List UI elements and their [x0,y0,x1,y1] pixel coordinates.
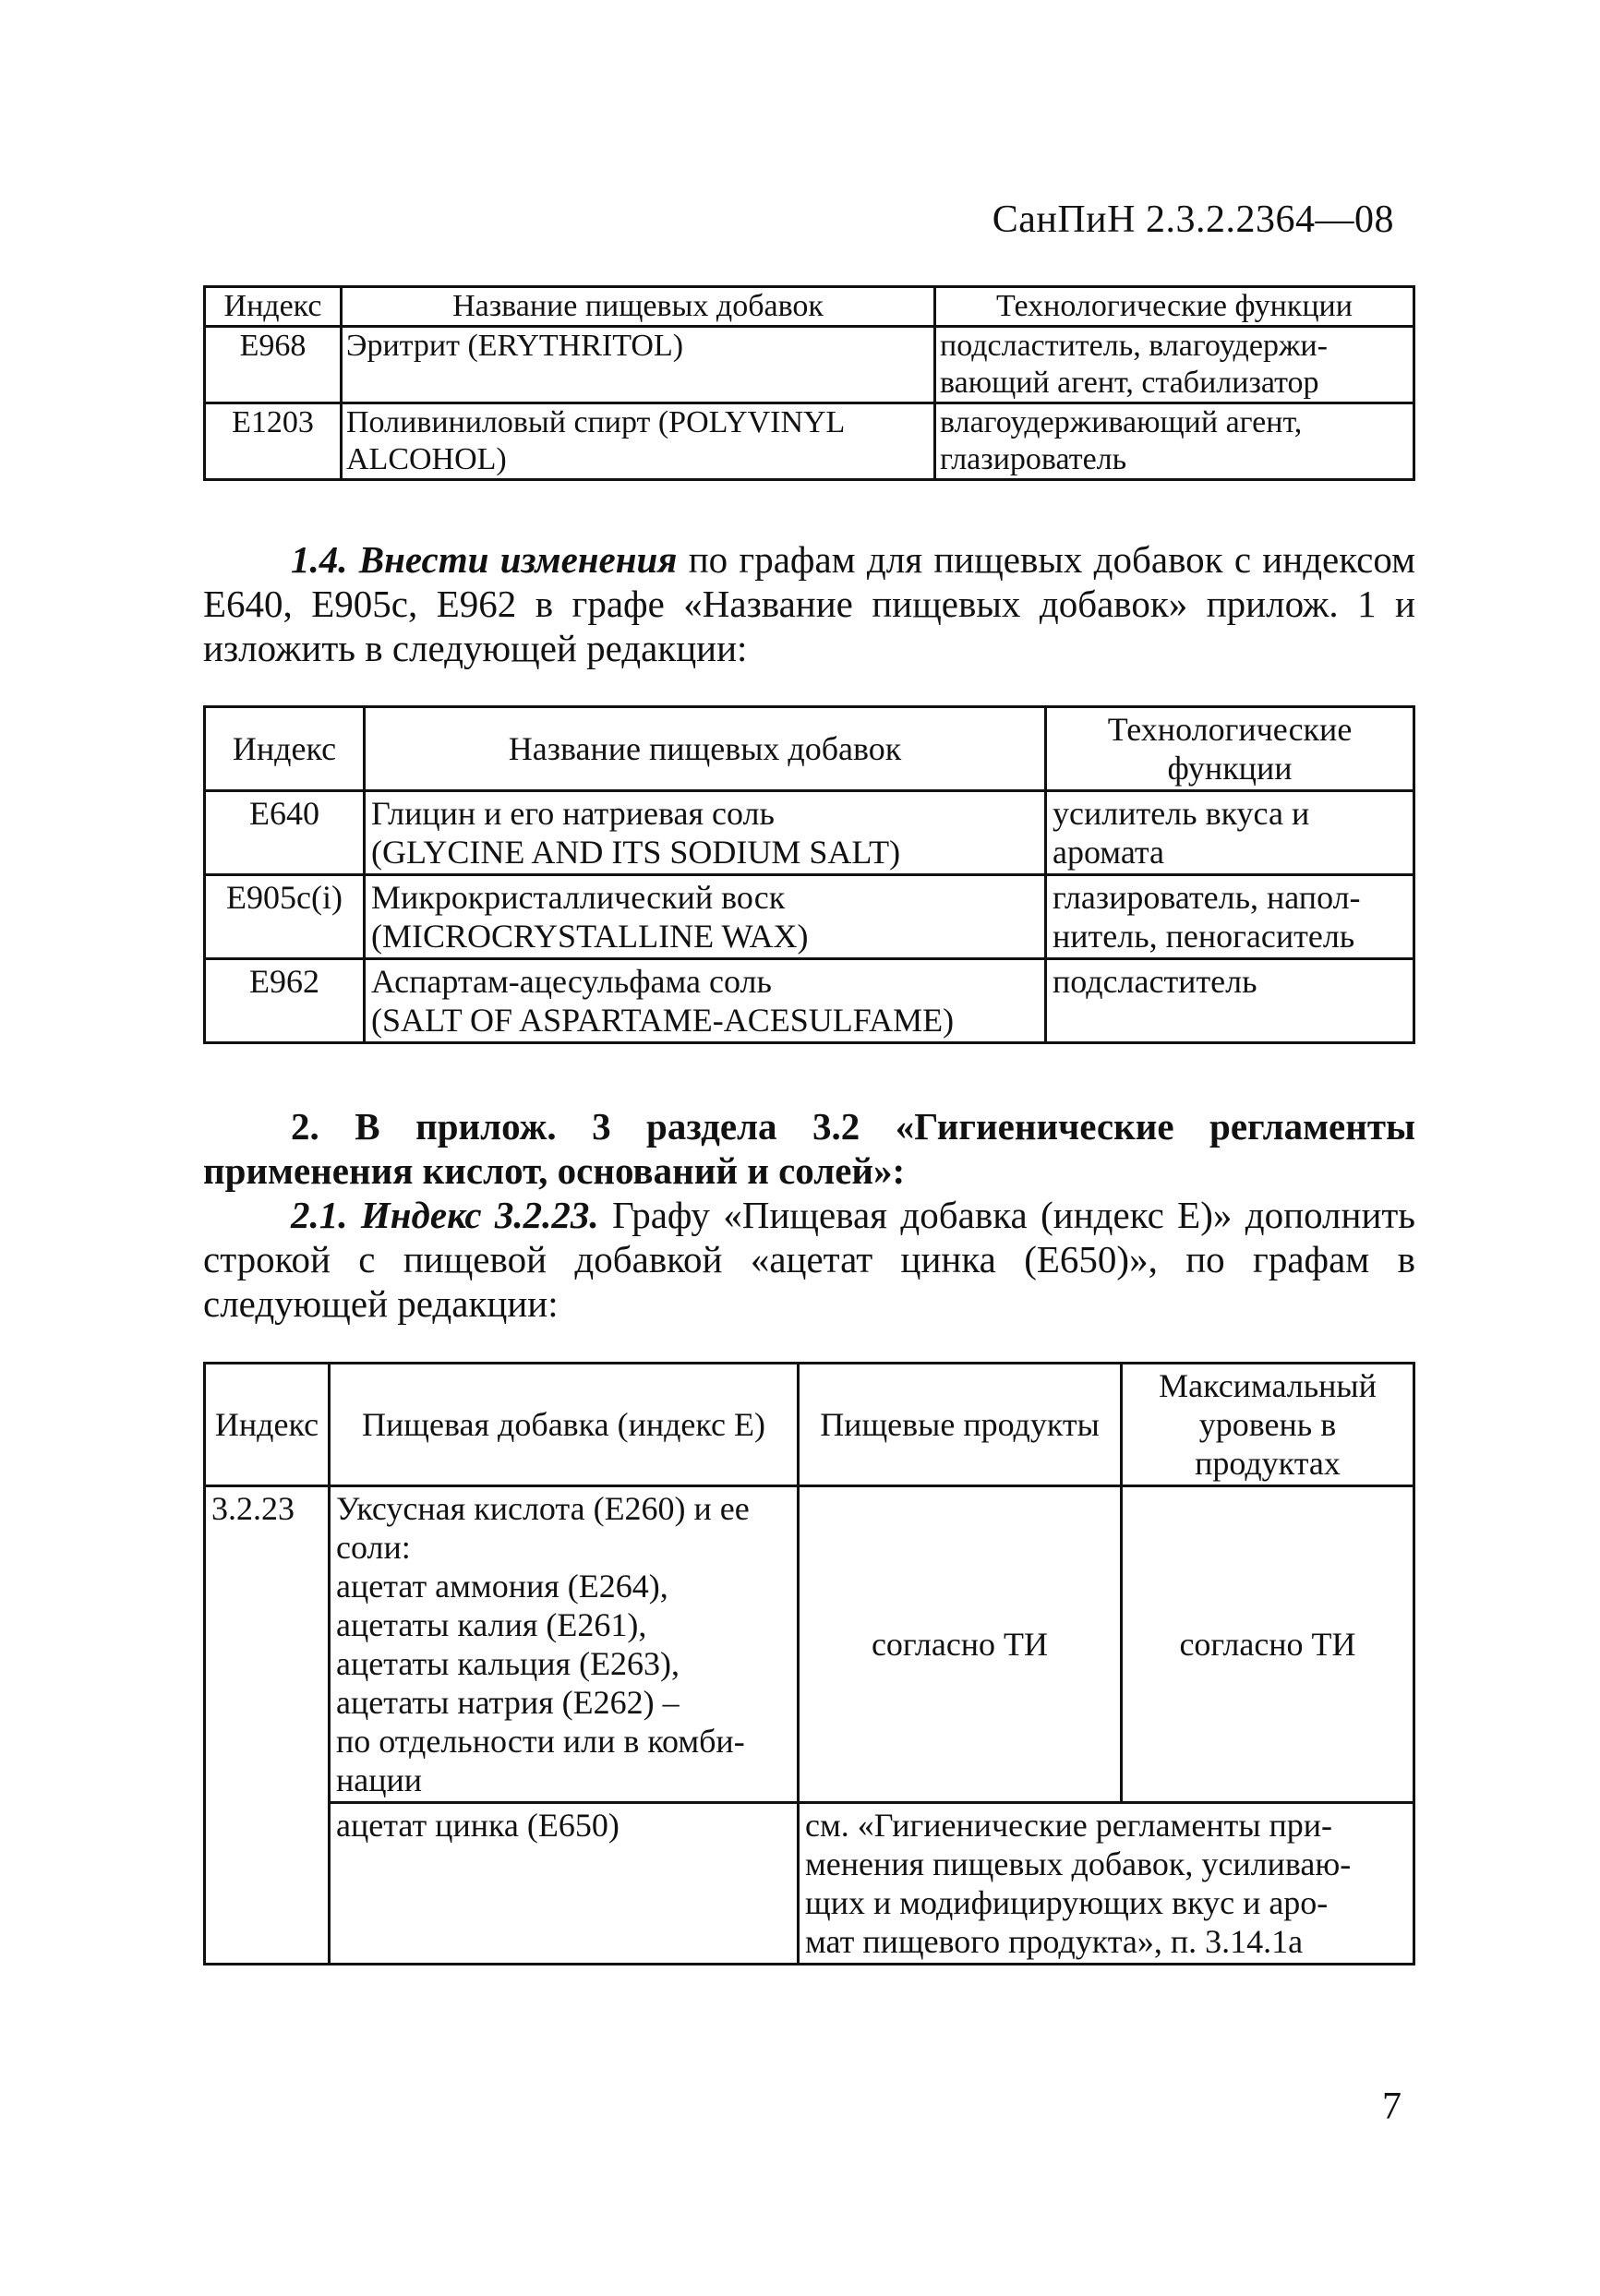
table-header-row [205,1364,1414,1486]
page-number: 7 [1382,2086,1402,2128]
column-header-index: Индекс [205,287,342,327]
cell-functions: влагоудерживающий агент, глазирователь [935,403,1414,480]
additives-table-1 [203,285,1415,481]
paragraph-number: 2.1. [291,1194,348,1236]
column-header-index: Индекс [205,707,365,791]
paragraph-2-1 [203,1193,1415,1326]
cell-functions: подсластитель [1046,959,1414,1043]
cell-products: согласно ТИ [799,1486,1122,1803]
column-header-functions: Технологические функции [1046,707,1414,791]
table-row [205,403,1414,480]
table-row [205,327,1414,403]
cell-functions: усилитель вкуса и аромата [1046,791,1414,875]
table-row [205,959,1414,1043]
column-header-additive: Пищевая добавка (индекс Е) [330,1364,799,1486]
paragraph-lead: Внести изменения [358,538,678,581]
column-header-functions: Технологические функции [935,287,1414,327]
paragraph-lead: Индекс 3.2.23. [360,1194,599,1236]
additives-table-2 [203,705,1415,1044]
cell-name: Глицин и его натриевая соль (GLYCINE AND ITS SODIUM SALT) [365,791,1046,875]
document-code-header: СанПиН 2.3.2.2364—08 [992,198,1394,241]
cell-max-level: согласно ТИ [1122,1486,1414,1803]
paragraph-2: 2. В прилож. 3 раздела 3.2 «Гигиенические регламенты применения кислот, оснований и солей»: [203,1105,1415,1192]
column-header-index: Индекс [205,1364,330,1486]
paragraph-text: по графам для пищевых добавок с индексом Е640, Е905с, Е962 в графе «Название пищевых добавок» прилож. 1 и изложить в следующей редакции: [203,538,1416,669]
cell-additive: Уксусная кислота (Е260) и ее соли: ацетат аммония (Е264), ацетаты калия (Е261), ацетаты кальция (Е263), ацетаты натрия (Е262) – по отдельности или в комби- нации [330,1486,799,1803]
column-header-name: Название пищевых добавок [342,287,935,327]
paragraph-number: 1.4. [291,538,348,581]
cell-name: Микрокристаллический воск (MICROCRYSTALLINE WAX) [365,875,1046,959]
cell-index: 3.2.23 [205,1486,330,1965]
column-header-max-level: Максимальный уровень в продуктах [1122,1364,1414,1486]
cell-name: Эритрит (ERYTHRITOL) [342,327,935,403]
cell-index: Е905с(i) [205,875,365,959]
cell-name: Аспартам-ацесульфама соль (SALT OF ASPARTAME-ACESULFAME) [365,959,1046,1043]
cell-reference: см. «Гигиенические регламенты при- менения пищевых добавок, усиливаю- щих и модифицирующих вкус и аро- мат пищевого продукта», п. 3.14.1а [799,1803,1414,1965]
table-row [205,875,1414,959]
table-header-row [205,287,1414,327]
column-header-products: Пищевые продукты [799,1364,1122,1486]
table-header-row [205,707,1414,791]
cell-index: Е1203 [205,403,342,480]
cell-additive: ацетат цинка (Е650) [330,1803,799,1965]
cell-index: Е962 [205,959,365,1043]
paragraph-text: Графу «Пищевая добавка (индекс Е)» дополнить строкой с пищевой добавкой «ацетат цинка (Е650)», по графам в следующей редакции: [203,1194,1416,1325]
cell-name: Поливиниловый спирт (POLYVINYL ALCOHOL) [342,403,935,480]
paragraph-1-4 [203,537,1415,670]
table-row [205,1486,1414,1803]
table-row [205,1803,1414,1965]
table-row [205,791,1414,875]
cell-index: Е968 [205,327,342,403]
column-header-name: Название пищевых добавок [365,707,1046,791]
cell-index: Е640 [205,791,365,875]
cell-functions: подсластитель, влагоудержи- вающий агент, стабилизатор [935,327,1414,403]
acids-regulations-table [203,1362,1415,1965]
cell-functions: глазирователь, напол- нитель, пеногаситель [1046,875,1414,959]
